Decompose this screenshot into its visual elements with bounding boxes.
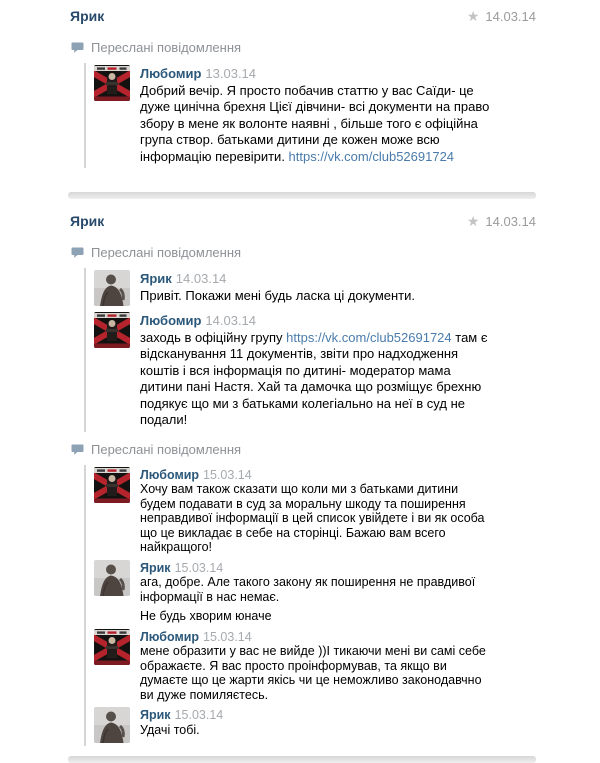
message-body: [140, 560, 492, 624]
message-head: [140, 66, 494, 83]
message-text: ага, добре. Але такого закону як поширення не правдивої інформації в нас немає.: [140, 575, 476, 604]
message-head: [140, 708, 223, 723]
header-meta: [467, 214, 536, 229]
forwarded-messages-label: [71, 40, 536, 55]
author-link[interactable]: Любомир: [140, 629, 200, 644]
forwarded-group: [84, 63, 536, 168]
avatar-lyubomyr[interactable]: [94, 629, 130, 665]
message-date: 15.03.14: [203, 629, 252, 644]
speech-bubble-icon: [71, 247, 84, 258]
message: [94, 270, 536, 306]
message-text: мене образити у вас не вийде ))І тикаючи мені ви самі себе ображаєте. Я вас просто проінформував, та якщо ви думаєте що це жарти якісь чи це неможливо законодавчно ви дуже помиляєтесь.: [140, 644, 486, 702]
message: [94, 467, 536, 555]
forwarded-label-text: Переслані повідомлення: [91, 40, 242, 55]
message: [94, 65, 536, 165]
club-link[interactable]: https://vk.com/club52691724: [288, 148, 455, 164]
header-date: 14.03.14: [485, 8, 536, 24]
author-link[interactable]: Любомир: [140, 467, 200, 482]
message-text-span: там є відсканування 11 документів, звіти про надходження коштів і вся інформація по дитині- модератор мама дитини пані Настя. Хай та дамочка що розміщує брехню подякує що ми з батьками колегіально на неї в суд не подали!: [140, 329, 488, 427]
speech-bubble-icon: [71, 42, 84, 53]
message-block-2: [68, 211, 536, 746]
message-header: [68, 211, 536, 229]
message-body: [140, 65, 494, 165]
message-date: 15.03.14: [174, 560, 224, 575]
avatar-yaryk[interactable]: [94, 560, 130, 596]
author-link[interactable]: Любомир: [140, 313, 202, 328]
message-text: Хочу вам також сказати що коли ми з батьками дитини будем подавати в суд за моральну шкоду та поширення неправдивої інформації в цей список увійдете і ви як особа що це викладає в себе на сторінці. Бажаю вам всего найкращого!: [140, 482, 485, 554]
favorite-star-icon[interactable]: ★: [466, 213, 480, 229]
message-text: [140, 330, 494, 429]
dialog-title-link[interactable]: Ярик: [70, 213, 105, 229]
message-date: 15.03.14: [203, 467, 252, 482]
message-body: [140, 270, 415, 306]
avatar-yaryk[interactable]: [94, 270, 130, 306]
author-link[interactable]: Любомир: [140, 66, 202, 81]
avatar-yaryk[interactable]: [94, 707, 130, 743]
message-text: [140, 83, 494, 166]
avatar-lyubomyr[interactable]: [94, 65, 130, 101]
message-date: 15.03.14: [174, 708, 224, 722]
message-text: Удачі тобі.: [140, 722, 200, 737]
message-body: [140, 707, 223, 743]
message-body: [140, 312, 494, 429]
favorite-star-icon[interactable]: ★: [466, 8, 480, 24]
author-link[interactable]: Ярик: [140, 708, 171, 722]
message-date: 14.03.14: [205, 313, 257, 328]
forwarded-messages-label: [71, 245, 536, 260]
author-link[interactable]: Ярик: [140, 271, 172, 286]
avatar-lyubomyr[interactable]: [94, 312, 130, 348]
message-date: 13.03.14: [205, 66, 257, 81]
message-head: [140, 630, 492, 645]
message-text-span: Добрий вечір. Я просто побачив статтю у вас Саїди- це дуже цинічна брехня Цієї дівчини- всі документи на право збору в мене як волонте наявні , більше того є офіційна група створ. батьками дитини де кожен може всю інформацію перевірити.: [140, 82, 490, 164]
header-date: 14.03.14: [485, 213, 536, 229]
message-header: [68, 6, 536, 24]
dialog-title-link[interactable]: Ярик: [70, 8, 105, 24]
message-body: [140, 629, 492, 703]
header-meta: [467, 9, 536, 24]
message-text-2: Не будь хворим юначе: [140, 609, 272, 623]
message-text-span: заходь в офіційну групу: [140, 329, 287, 345]
message-head: [140, 468, 492, 483]
forwarded-label-text: Переслані повідомлення: [91, 441, 242, 457]
message-date: 14.03.14: [175, 271, 227, 286]
club-link[interactable]: https://vk.com/club52691724: [286, 329, 452, 345]
message: [94, 312, 536, 429]
message: [94, 560, 536, 624]
speech-bubble-icon: [71, 444, 84, 455]
message-block-1: [68, 6, 536, 168]
message-head: [140, 561, 492, 576]
author-link[interactable]: Ярик: [140, 560, 171, 575]
message-text: Привіт. Покажи мені будь ласка ці документи.: [140, 287, 416, 303]
avatar-lyubomyr[interactable]: [94, 467, 130, 503]
section-divider: [68, 192, 536, 199]
message-head: [140, 271, 415, 288]
forwarded-group-nested: [84, 465, 536, 747]
forwarded-messages-label-nested: [71, 442, 536, 457]
message: [94, 629, 536, 703]
message-body: [140, 467, 492, 555]
forwarded-group: [84, 268, 536, 432]
message: [94, 707, 536, 743]
message-head: [140, 313, 494, 330]
forwarded-label-text: Переслані повідомлення: [91, 245, 242, 260]
section-divider-bottom: [68, 756, 536, 763]
